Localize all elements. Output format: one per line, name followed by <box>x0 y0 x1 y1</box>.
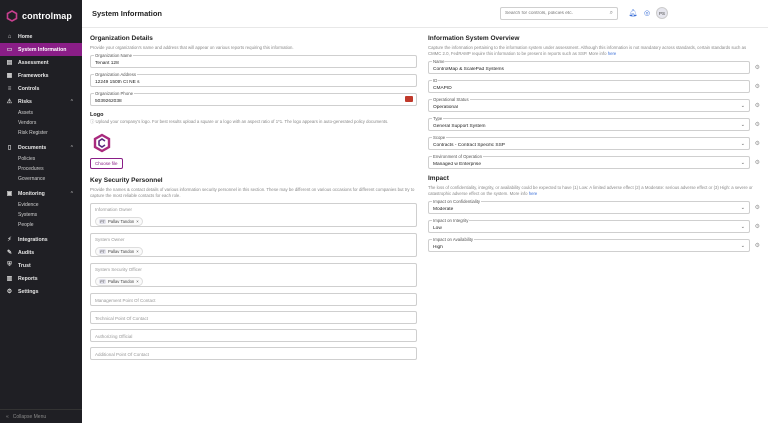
support-icon[interactable]: ◎ <box>643 10 651 17</box>
org-name-label: Organization Name <box>95 53 133 58</box>
assignee-name: Pallav Tandon <box>108 219 135 224</box>
field-label: Impact on Integrity <box>433 218 469 223</box>
sidebar-item-label: Settings <box>18 288 39 295</box>
sidebar-subitem-risk-register[interactable]: Risk Register <box>18 130 48 136</box>
sidebar-item-reports[interactable] <box>0 272 82 285</box>
logo-desc <box>90 119 417 125</box>
org-address-value: 12249 150th Ct NE s <box>95 80 140 85</box>
personnel-empty-role-field[interactable]: Technical Point Of Contact <box>90 311 417 324</box>
settings-icon[interactable]: ⚙ <box>754 243 760 249</box>
field-value: Operational <box>433 105 458 110</box>
personnel-role-field[interactable] <box>90 263 417 287</box>
sidebar-item-integrations[interactable] <box>0 233 82 246</box>
select-field[interactable] <box>428 135 760 150</box>
grid-icon: ▦ <box>6 73 13 79</box>
sidebar-item-audits[interactable] <box>0 246 82 259</box>
overview-more-info-link[interactable]: here <box>607 51 617 56</box>
personnel-empty-role-field[interactable]: Authorizing Official <box>90 329 417 342</box>
select-field[interactable] <box>428 154 760 169</box>
sidebar-item-monitoring[interactable] <box>0 187 82 200</box>
field-label: ID <box>433 78 438 83</box>
org-phone-field[interactable] <box>90 93 417 106</box>
personnel-desc: Provide the names & contact details of various information security personnel in this section. These may be different on various occasions for different companies but try to capture the most reliable contacts for each role. <box>90 187 415 198</box>
sidebar-item-label: Assessment <box>18 59 49 66</box>
org-details-title: Organization Details <box>90 35 153 42</box>
chevron-down-icon[interactable]: ⌄ <box>740 224 745 230</box>
personnel-role-field[interactable] <box>90 233 417 257</box>
org-details-desc: Provide your organization's name and address that will appear on various reports requiring this information. <box>90 45 294 50</box>
settings-icon[interactable]: ⚙ <box>754 224 760 230</box>
settings-icon[interactable]: ⚙ <box>754 205 760 211</box>
sliders-icon: ≡ <box>7 85 12 92</box>
personnel-title: Key Security Personnel <box>90 177 163 184</box>
org-address-field[interactable] <box>90 74 417 87</box>
sidebar-item-system-information[interactable] <box>0 43 82 56</box>
field-value: CMAPID <box>433 86 452 91</box>
chart-icon: ▥ <box>6 276 13 282</box>
field-label: Impact on Availability <box>433 237 474 242</box>
select-field[interactable] <box>428 218 760 233</box>
personnel-roles <box>90 203 417 360</box>
sidebar-item-label: Integrations <box>18 236 48 243</box>
sidebar-item-risks[interactable] <box>0 95 82 108</box>
org-name-value: Tenant 128 <box>95 61 119 66</box>
plug-icon: ⚡︎ <box>7 237 12 243</box>
sidebar-item-label: Trust <box>18 262 31 269</box>
assignee-name: Pallav Tandon <box>108 279 135 284</box>
logo-section <box>90 112 417 177</box>
field-label: Operational Status <box>433 97 469 102</box>
sidebar-item-home[interactable] <box>0 30 82 43</box>
info-icon: ⓘ <box>90 119 96 124</box>
sidebar-item-frameworks[interactable] <box>0 69 82 82</box>
settings-icon[interactable]: ⚙ <box>754 160 760 166</box>
org-name-field[interactable] <box>90 55 417 68</box>
audit-icon: ✎ <box>6 250 13 256</box>
chevron-up-icon[interactable]: ⌃ <box>69 98 74 105</box>
chevron-down-icon[interactable]: ⌄ <box>740 243 745 249</box>
sidebar-subitem-people[interactable]: People <box>18 222 34 228</box>
remove-chip-icon[interactable]: × <box>136 249 139 254</box>
info-icon: ▭ <box>6 47 13 53</box>
clipboard-icon: ▤ <box>6 60 13 66</box>
assignee-avatar: PT <box>100 219 105 224</box>
shield-icon: ⛨ <box>7 262 12 268</box>
sidebar-item-label: Reports <box>18 275 38 282</box>
sidebar-item-controls[interactable] <box>0 82 82 95</box>
warning-icon: ⚠ <box>6 99 13 105</box>
field-value: High <box>433 245 443 250</box>
sidebar-item-label: System Information <box>18 46 67 53</box>
overview-fields <box>428 59 760 169</box>
sidebar-item-label: Home <box>18 33 33 40</box>
collapse-icon: « <box>6 413 9 420</box>
select-field[interactable] <box>428 97 760 112</box>
field-label: Scope <box>433 135 446 140</box>
sidebar-item-label: Frameworks <box>18 72 49 79</box>
sidebar-item-label: Audits <box>18 249 35 256</box>
right-column <box>428 35 758 258</box>
field-label: Type <box>433 116 443 121</box>
settings-icon[interactable]: ⚙ <box>754 84 760 90</box>
sidebar-subitem-governance[interactable]: Governance <box>18 176 46 182</box>
impact-desc-text: The loss of confidentiality, integrity, or availability could be expected to have (1) Low: A limited adverse effect (2) a Moderate: serious adverse effect or (3) High: a severe or catastrophic adverse effect on the system. More info <box>428 185 753 196</box>
assignee-chip[interactable] <box>95 277 143 286</box>
field-label: Name <box>433 59 445 64</box>
impact-title: Impact <box>428 175 449 182</box>
field-value: Moderate <box>433 207 454 212</box>
sidebar-item-label: Controls <box>18 85 40 92</box>
select-field[interactable] <box>428 199 760 214</box>
sidebar-subitem-assets[interactable]: Assets <box>18 110 34 116</box>
collapse-menu-button[interactable] <box>0 409 82 423</box>
chevron-up-icon[interactable]: ⌃ <box>69 190 74 197</box>
sidebar-item-assessment[interactable] <box>0 56 82 69</box>
sidebar-item-settings[interactable] <box>0 285 82 298</box>
gear-icon: ⚙ <box>6 289 13 295</box>
sidebar-subitem-evidence[interactable]: Evidence <box>18 202 39 208</box>
remove-chip-icon[interactable]: × <box>136 219 139 224</box>
sidebar-subitem-vendors[interactable]: Vendors <box>18 120 37 126</box>
sidebar-item-label: Risks <box>18 98 32 105</box>
home-icon: ⌂ <box>7 33 12 40</box>
controlmap-logo-icon <box>6 10 18 22</box>
chevron-down-icon[interactable]: ⌄ <box>740 160 745 166</box>
personnel-role-field[interactable] <box>90 203 417 227</box>
role-label: System Security Officer <box>95 267 142 272</box>
text-field[interactable] <box>428 59 760 74</box>
country-flag-icon[interactable] <box>405 96 413 102</box>
field-label: Impact on Confidentiality <box>433 199 481 204</box>
impact-more-info-link[interactable]: here <box>528 191 538 196</box>
search-input[interactable] <box>505 11 610 16</box>
left-column <box>90 35 417 365</box>
select-field[interactable] <box>428 116 760 131</box>
logo-label: Logo <box>90 112 104 118</box>
org-phone-value: 5039262038 <box>95 99 122 104</box>
field-value: Managed w Enterprise <box>433 162 481 167</box>
org-address-label: Organization Address <box>95 72 137 77</box>
collapse-label: Collapse Menu <box>12 413 47 420</box>
chevron-down-icon[interactable]: ⌄ <box>740 205 745 211</box>
overview-desc <box>428 45 758 57</box>
logo-desc-text: Upload your company's logo. For best results upload a square or a logo with an aspect ratio of 1*1. The logo appears in auto-generated policy documents. <box>95 119 389 124</box>
chevron-up-icon[interactable]: ⌃ <box>69 144 74 151</box>
choose-file-button[interactable]: Choose file <box>90 158 123 169</box>
monitor-icon: ▣ <box>6 191 13 197</box>
sidebar-subitem-systems[interactable]: Systems <box>18 212 38 218</box>
remove-chip-icon[interactable]: × <box>136 279 139 284</box>
assignee-name: Pallav Tandon <box>108 249 135 254</box>
chevron-down-icon[interactable]: ⌄ <box>740 103 745 109</box>
field-value: Low <box>433 226 442 231</box>
assignee-chip[interactable] <box>95 247 143 256</box>
field-label: Environment of Operation <box>433 154 482 159</box>
sidebar-item-label: Documents <box>18 144 47 151</box>
settings-icon[interactable]: ⚙ <box>754 122 760 128</box>
personnel-empty-role-field[interactable]: Additional Point Of Contact <box>90 347 417 360</box>
select-field[interactable] <box>428 237 760 252</box>
settings-icon[interactable]: ⚙ <box>754 65 760 71</box>
field-value: Contracts - Contract Specific SSP <box>433 143 505 148</box>
field-value: ControlMap & ScalePad Systems <box>433 67 504 72</box>
page-title: System Information <box>92 9 163 18</box>
personnel-empty-role-field[interactable]: Management Point Of Contact <box>90 293 417 306</box>
text-field[interactable] <box>428 78 760 93</box>
notification-bell-icon[interactable]: 🔔︎ <box>628 10 638 17</box>
assignee-chip[interactable] <box>95 217 143 226</box>
sidebar-subitem-procedures[interactable]: Procedures <box>18 166 44 172</box>
chevron-down-icon[interactable]: ⌄ <box>740 141 745 147</box>
sidebar-nav <box>0 30 82 298</box>
sidebar-item-label: Monitoring <box>18 190 45 197</box>
sidebar-item-trust[interactable] <box>0 259 82 272</box>
overview-desc-text: Capture the information pertaining to the information system under assessment. Although this information is not mandatory across standards, certain standards such as CMMC 2.0, FedRAMP require this information to be present in reports such as SSP. More info <box>428 45 747 56</box>
impact-fields <box>428 199 760 252</box>
document-icon: ▯ <box>7 145 12 151</box>
brand-logo[interactable] <box>0 0 82 24</box>
org-phone-label: Organization Phone <box>95 91 133 96</box>
sidebar <box>0 0 82 423</box>
search-box[interactable] <box>500 7 618 20</box>
sidebar-item-documents[interactable] <box>0 141 82 154</box>
chevron-down-icon[interactable]: ⌄ <box>740 122 745 128</box>
company-logo-image <box>92 133 112 153</box>
role-label: System Owner <box>95 237 125 242</box>
impact-desc <box>428 185 758 197</box>
assignee-avatar: PT <box>100 279 105 284</box>
settings-icon[interactable]: ⚙ <box>754 103 760 109</box>
role-label: Information Owner <box>95 207 133 212</box>
search-icon[interactable]: ⌕ <box>609 10 613 16</box>
field-value: General Support System <box>433 124 486 129</box>
sidebar-subitem-policies[interactable]: Policies <box>18 156 36 162</box>
settings-icon[interactable]: ⚙ <box>754 141 760 147</box>
user-avatar[interactable]: PS <box>656 7 668 19</box>
assignee-avatar: PT <box>100 249 105 254</box>
overview-title: Information System Overview <box>428 35 520 42</box>
brand-name: controlmap <box>22 11 73 21</box>
